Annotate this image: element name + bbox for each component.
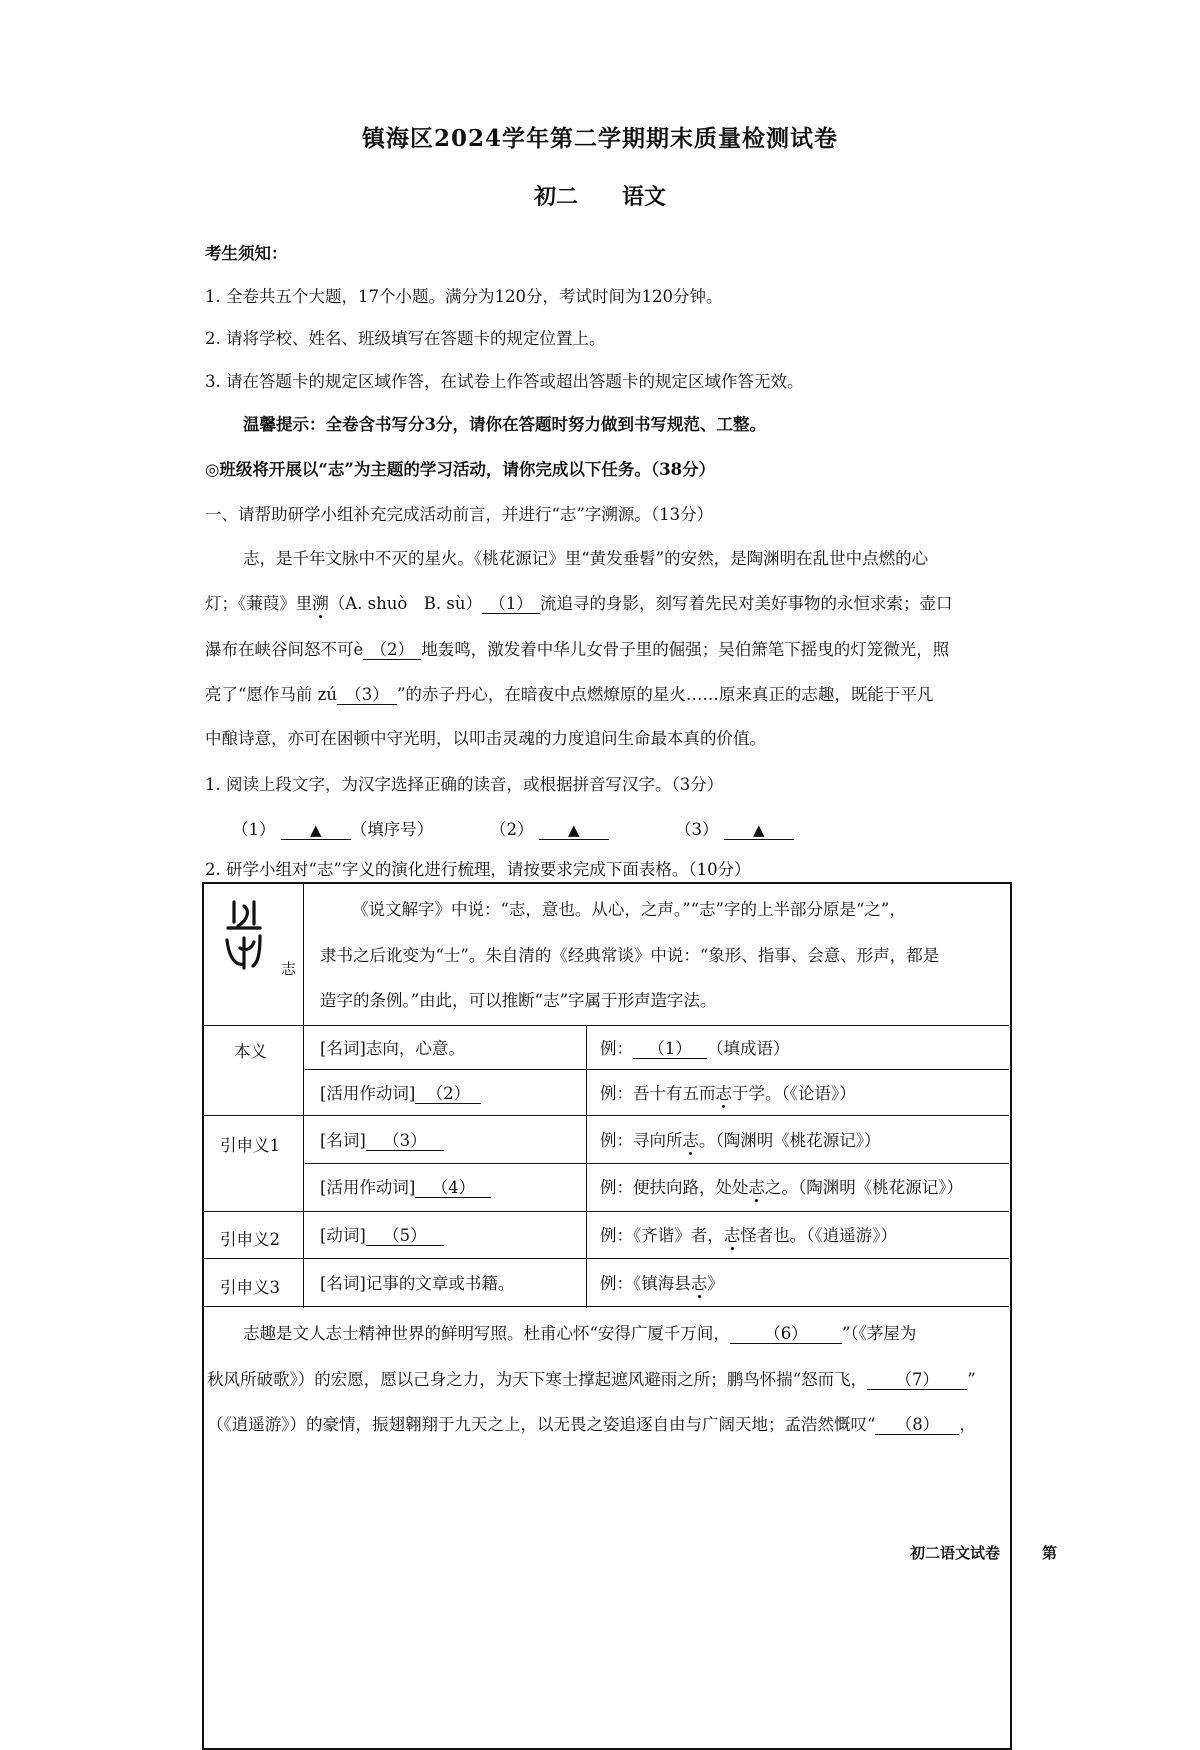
table-rule: [204, 1211, 1009, 1212]
table-blank-1[interactable]: （1）: [633, 1040, 707, 1059]
table-blank-4[interactable]: （4）: [415, 1179, 491, 1198]
answer-label: （1）: [232, 820, 276, 839]
def-label: [动词]: [320, 1226, 366, 1245]
footer-page-prefix: 第: [1042, 1544, 1058, 1562]
passage-text: 地轰鸣，激发着中华儿女骨子里的倔强；吴伯箫笔下摇曳的灯笼微光，照: [421, 640, 950, 659]
yin1-def-1: [320, 1127, 444, 1151]
answer-slot-1[interactable]: ▲: [281, 822, 351, 840]
notice-item-2: 2. 请将学校、姓名、班级填写在答题卡的规定位置上。: [205, 329, 606, 348]
answer-note: （填序号）: [350, 820, 434, 839]
q1-stem: 1. 阅读上段文字，为汉字选择正确的读音，或根据拼音写汉字。（3分）: [205, 775, 724, 794]
row-label-yin3: 引申义3: [220, 1278, 280, 1297]
benyi-def-2: [320, 1080, 481, 1104]
subject-label: 语文: [622, 184, 667, 210]
dotted-char: 志: [682, 1131, 699, 1150]
grade-label: 初二: [533, 184, 578, 210]
example-note: （填成语）: [707, 1039, 790, 1058]
part1-heading: 一、请帮助研学小组补充完成活动前言，并进行“志”字溯源。（13分）: [205, 505, 714, 524]
answer-slot-3[interactable]: ▲: [724, 822, 794, 840]
yin3-example: [600, 1270, 724, 1294]
summary-text: ”: [967, 1370, 976, 1389]
passage-text: 流追寻的身影，刻写着先民对美好事物的永恒求索；壶口: [540, 594, 953, 613]
summary-text: ”（《茅屋为: [841, 1324, 917, 1343]
example-text: 例：《齐谐》者，: [600, 1226, 724, 1245]
origin-line-1: 《说文解字》中说：“志，意也。从心，之声。”“志”字的上半部分原是“之”，: [352, 900, 906, 919]
table-rule: [204, 1306, 1009, 1307]
dotted-char: 溯: [312, 594, 329, 613]
passage-line-4: [205, 681, 933, 705]
q1-answer-3: [675, 816, 794, 840]
yin3-def: [名词]记事的文章或书籍。: [320, 1274, 515, 1293]
zhi-table: [202, 882, 1012, 1750]
row-label-yin2: 引申义2: [220, 1230, 280, 1249]
summary-text: （《逍遥游》）的豪情，振翅翱翔于九天之上，以无畏之姿追逐自由与广阔天地；孟浩然慨叹“: [207, 1415, 876, 1434]
def-label: [活用作动词]: [320, 1084, 416, 1103]
summary-text: 秋风所破歌》）的宏愿，愿以己身之力，为天下寒士撑起遮风避雨之所；鹏鸟怀揣“怒而飞，: [207, 1370, 868, 1389]
def-label: [名词]: [320, 1131, 366, 1150]
example-text: 怪者也。（《逍遥游》）: [740, 1226, 897, 1245]
example-text: 例：吾十有五而: [600, 1084, 716, 1103]
blank-1[interactable]: （1）: [482, 595, 540, 614]
answer-slot-2[interactable]: ▲: [539, 822, 609, 840]
task-intro: ◎班级将开展以“志”为主题的学习活动，请你完成以下任务。（38分）: [205, 460, 716, 479]
passage-text: （A. shuò B. sù）: [328, 594, 483, 613]
yin1-def-2: [320, 1174, 491, 1198]
table-rule: [305, 1163, 1009, 1164]
benyi-example-1: [600, 1035, 790, 1059]
table-rule: [305, 1069, 1009, 1070]
table-divider: [303, 884, 304, 1308]
table-blank-8[interactable]: （8）: [875, 1416, 959, 1435]
table-rule: [204, 1258, 1009, 1259]
answer-label: （3）: [675, 820, 719, 839]
notice-tip: 温馨提示：全卷含书写分3分，请你在答题时努力做到书写规范、工整。: [243, 415, 766, 434]
example-text: 例：《镇海县: [600, 1274, 691, 1293]
table-blank-6[interactable]: （6）: [730, 1325, 842, 1344]
passage-line-1: 志，是千年文脉中不灭的星火。《桃花源记》里“黄发垂髫”的安然，是陶渊明在乱世中点燃的心: [243, 549, 929, 568]
example-text: 例：便扶向路，处处: [600, 1178, 749, 1197]
exam-title: 镇海区2024学年第二学期期末质量检测试卷: [361, 125, 838, 152]
blank-3[interactable]: （3）: [337, 686, 397, 705]
seal-char-label: 志: [281, 960, 297, 978]
summary-text: ，: [959, 1415, 976, 1434]
example-text: 于学。（《论语》）: [732, 1084, 856, 1103]
example-text: 之。（陶渊明《桃花源记》）: [765, 1178, 963, 1197]
notice-item-1: 1. 全卷共五个大题，17个小题。满分为120分，考试时间为120分钟。: [205, 287, 723, 306]
summary-line-2: [207, 1366, 976, 1390]
notice-heading: 考生须知：: [205, 244, 288, 263]
dotted-char: 志: [748, 1178, 765, 1197]
passage-text: 瀑布在峡谷间怒不可è: [205, 640, 364, 659]
passage-line-5: 中酿诗意，亦可在困顿中守光明，以叩击灵魂的力度追问生命最本真的价值。: [205, 729, 766, 748]
passage-line-2: [205, 590, 953, 614]
seal-script-zhi-icon: [222, 898, 266, 974]
origin-line-2: 隶书之后讹变为“士”。朱自清的《经典常谈》中说：“象形、指事、会意、形声，都是: [320, 946, 940, 965]
q1-answer-1: [232, 816, 433, 840]
q2-stem: 2. 研学小组对“志”字义的演化进行梳理，请按要求完成下面表格。（10分）: [205, 860, 751, 879]
benyi-example-2: [600, 1080, 856, 1104]
table-blank-7[interactable]: （7）: [867, 1371, 967, 1390]
example-text: 例：寻向所: [600, 1131, 683, 1150]
summary-text: 志趣是文人志士精神世界的鲜明写照。杜甫心怀“安得广厦千万间，: [243, 1324, 730, 1343]
footer-label: 初二语文试卷: [910, 1544, 1001, 1562]
answer-label: （2）: [490, 820, 534, 839]
origin-line-3: 造字的条例。”由此，可以推断“志”字属于形声造字法。: [320, 991, 717, 1010]
row-label-yin1: 引申义1: [220, 1136, 280, 1155]
passage-text: ”的赤子丹心，在暗夜中点燃燎原的星火……原来真正的志趣，既能于平凡: [397, 685, 934, 704]
table-blank-2[interactable]: （2）: [415, 1085, 481, 1104]
yin2-example: [600, 1222, 897, 1246]
table-blank-3[interactable]: （3）: [366, 1132, 444, 1151]
yin1-example-2: [600, 1174, 963, 1198]
example-text: 。（陶渊明《桃花源记》）: [699, 1131, 881, 1150]
yin1-example-1: [600, 1127, 881, 1151]
blank-2[interactable]: （2）: [363, 641, 421, 660]
notice-item-3: 3. 请在答题卡的规定区域作答，在试卷上作答或超出答题卡的规定区域作答无效。: [205, 372, 804, 391]
dotted-char: 志: [690, 1274, 708, 1293]
table-rule: [204, 1115, 1009, 1116]
table-rule: [204, 1025, 1009, 1026]
dotted-char: 志: [715, 1084, 732, 1103]
row-label-benyi: 本义: [234, 1042, 267, 1061]
benyi-def-1: [名词]志向，心意。: [320, 1039, 465, 1058]
example-text: 》: [707, 1274, 724, 1293]
summary-line-3: [207, 1411, 976, 1435]
table-blank-5[interactable]: （5）: [366, 1227, 444, 1246]
def-label: [活用作动词]: [320, 1178, 416, 1197]
exam-subtitle: [0, 180, 1200, 211]
example-label: 例：: [600, 1039, 633, 1058]
dotted-char: 志: [723, 1226, 741, 1245]
passage-text: 灯；《蒹葭》里: [205, 594, 313, 613]
yin2-def: [320, 1222, 444, 1246]
passage-line-3: [205, 636, 949, 660]
summary-line-1: [243, 1320, 916, 1344]
q1-answer-2: [490, 816, 609, 840]
passage-text: 亮了“愿作马前 zú: [205, 685, 337, 704]
